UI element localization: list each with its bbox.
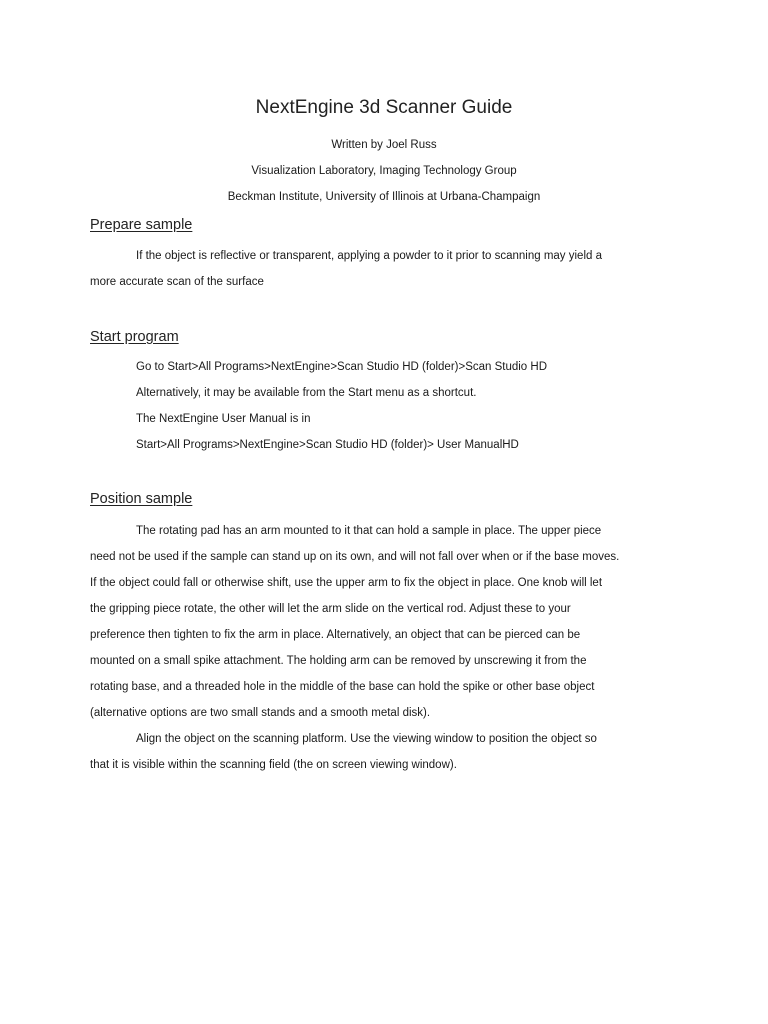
section-heading-start-program: Start program [90,329,179,345]
paragraph-line: (alternative options are two small stands and a smooth metal disk). [90,707,431,719]
section-heading-prepare-sample: Prepare sample [90,217,193,233]
paragraph-line: Go to Start>All Programs>NextEngine>Scan Studio HD (folder)>Scan Studio HD [136,361,548,373]
author-line: Written by Joel Russ [331,139,437,151]
paragraph-line: preference then tighten to fix the arm in place. Alternatively, an object that can be pierced can be [90,629,581,641]
paragraph-line: the gripping piece rotate, the other will let the arm slide on the vertical rod. Adjust these to your [90,603,571,615]
paragraph-line: Align the object on the scanning platform. Use the viewing window to position the object so [136,733,597,745]
document-title: NextEngine 3d Scanner Guide [255,97,513,118]
paragraph-line: Alternatively, it may be available from the Start menu as a shortcut. [136,387,477,399]
paragraph-line: more accurate scan of the surface [90,276,264,288]
affiliation-line-1: Visualization Laboratory, Imaging Technology Group [251,165,517,177]
section-heading-position-sample: Position sample [90,491,193,507]
paragraph-line: Start>All Programs>NextEngine>Scan Studio HD (folder)> User ManualHD [136,439,519,451]
paragraph-line: that it is visible within the scanning field (the on screen viewing window). [90,759,457,771]
paragraph-line: mounted on a small spike attachment. The holding arm can be removed by unscrewing it from the [90,655,587,667]
paragraph-line: need not be used if the sample can stand up on its own, and will not fall over when or if the base moves. [90,551,620,563]
paragraph-line: The NextEngine User Manual is in [136,413,311,425]
paragraph-line: rotating base, and a threaded hole in the middle of the base can hold the spike or other base object [90,681,595,693]
affiliation-line-2: Beckman Institute, University of Illinois at Urbana-Champaign [227,191,541,203]
paragraph-line: If the object is reflective or transparent, applying a powder to it prior to scanning may yield a [136,250,602,262]
paragraph-line: If the object could fall or otherwise shift, use the upper arm to fix the object in place. One knob will let [90,577,603,589]
paragraph-line: The rotating pad has an arm mounted to it that can hold a sample in place. The upper piece [136,525,602,537]
